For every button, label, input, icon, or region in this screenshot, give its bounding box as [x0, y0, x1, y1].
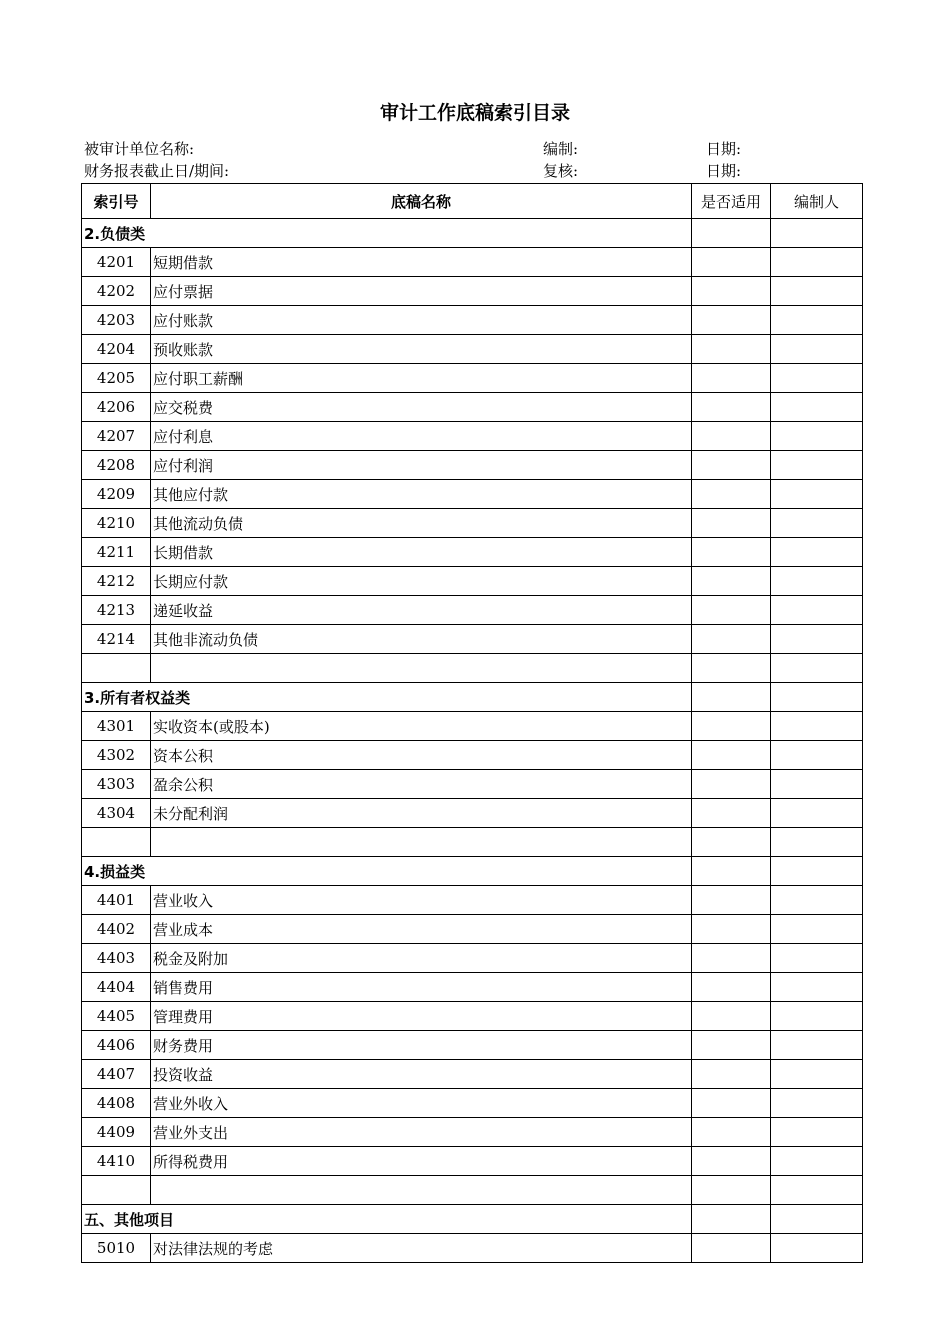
- applicable-cell[interactable]: [692, 1205, 771, 1234]
- preparer-cell[interactable]: [771, 1060, 863, 1089]
- workpaper-name: 营业收入: [151, 886, 692, 915]
- table-row: [82, 886, 863, 915]
- index-code: 4213: [82, 596, 151, 625]
- entity-label: 被审计单位名称:: [84, 140, 195, 158]
- applicable-cell[interactable]: [692, 828, 771, 857]
- applicable-cell[interactable]: [692, 1234, 771, 1263]
- workpaper-name: 应交税费: [151, 393, 692, 422]
- workpaper-name: 应付票据: [151, 277, 692, 306]
- workpaper-name: 其他非流动负债: [151, 625, 692, 654]
- workpaper-name: 长期应付款: [151, 567, 692, 596]
- table-row: [82, 1234, 863, 1263]
- table-row: [82, 306, 863, 335]
- applicable-cell[interactable]: [692, 741, 771, 770]
- applicable-cell[interactable]: [692, 306, 771, 335]
- applicable-cell[interactable]: [692, 1060, 771, 1089]
- table-row: [82, 915, 863, 944]
- applicable-cell[interactable]: [692, 480, 771, 509]
- preparer-cell[interactable]: [771, 393, 863, 422]
- reviewed-label: 复核:: [543, 162, 579, 180]
- workpaper-name: 应付利润: [151, 451, 692, 480]
- preparer-cell[interactable]: [771, 1118, 863, 1147]
- table-row: [82, 596, 863, 625]
- column-header-preparer: 编制人: [771, 184, 863, 219]
- table-row: [82, 770, 863, 799]
- preparer-cell[interactable]: [771, 335, 863, 364]
- index-code: 4302: [82, 741, 151, 770]
- index-code: 4208: [82, 451, 151, 480]
- table-row: [82, 567, 863, 596]
- blank-row: [82, 828, 863, 857]
- workpaper-name: 短期借款: [151, 248, 692, 277]
- table-row: [82, 741, 863, 770]
- index-code: 4406: [82, 1031, 151, 1060]
- applicable-cell[interactable]: [692, 567, 771, 596]
- index-code: 4201: [82, 248, 151, 277]
- applicable-cell[interactable]: [692, 712, 771, 741]
- preparer-cell[interactable]: [771, 1031, 863, 1060]
- applicable-cell[interactable]: [692, 451, 771, 480]
- applicable-cell[interactable]: [692, 1089, 771, 1118]
- preparer-cell[interactable]: [771, 480, 863, 509]
- preparer-cell[interactable]: [771, 1176, 863, 1205]
- preparer-cell[interactable]: [771, 915, 863, 944]
- table-row: [82, 1031, 863, 1060]
- workpaper-name: 未分配利润: [151, 799, 692, 828]
- preparer-cell[interactable]: [771, 1147, 863, 1176]
- section-title: 4.损益类: [82, 857, 151, 886]
- preparer-cell[interactable]: [771, 857, 863, 886]
- table-row: [82, 799, 863, 828]
- workpaper-name: 盈余公积: [151, 770, 692, 799]
- column-header-index: 索引号: [82, 184, 151, 219]
- applicable-cell[interactable]: [692, 625, 771, 654]
- workpaper-name: 投资收益: [151, 1060, 692, 1089]
- workpaper-name: 应付账款: [151, 306, 692, 335]
- blank-row: [82, 1176, 863, 1205]
- index-code: 4404: [82, 973, 151, 1002]
- workpaper-name: 应付利息: [151, 422, 692, 451]
- section-name-cell: [151, 1205, 692, 1234]
- preparer-cell[interactable]: [771, 219, 863, 248]
- index-code: 4405: [82, 1002, 151, 1031]
- applicable-cell[interactable]: [692, 915, 771, 944]
- blank-name-cell: [151, 1176, 692, 1205]
- applicable-cell[interactable]: [692, 770, 771, 799]
- table-row: [82, 509, 863, 538]
- applicable-cell[interactable]: [692, 393, 771, 422]
- preparer-cell[interactable]: [771, 770, 863, 799]
- table-row: [82, 277, 863, 306]
- column-header-name: 底稿名称: [151, 184, 692, 219]
- preparer-cell[interactable]: [771, 683, 863, 712]
- table-row: [82, 1089, 863, 1118]
- index-code: 4303: [82, 770, 151, 799]
- applicable-cell[interactable]: [692, 277, 771, 306]
- column-header-applicable: 是否适用: [692, 184, 771, 219]
- table-row: [82, 422, 863, 451]
- preparer-cell[interactable]: [771, 306, 863, 335]
- blank-name-cell: [151, 654, 692, 683]
- preparer-cell[interactable]: [771, 799, 863, 828]
- workpaper-name: 管理费用: [151, 1002, 692, 1031]
- table-row: [82, 451, 863, 480]
- table-row: [82, 364, 863, 393]
- table-row: [82, 625, 863, 654]
- workpaper-name: 财务费用: [151, 1031, 692, 1060]
- applicable-cell[interactable]: [692, 1176, 771, 1205]
- index-code: 4204: [82, 335, 151, 364]
- index-table: [81, 183, 863, 1263]
- workpaper-name: 营业外支出: [151, 1118, 692, 1147]
- preparer-cell[interactable]: [771, 625, 863, 654]
- applicable-cell[interactable]: [692, 538, 771, 567]
- index-code: 4210: [82, 509, 151, 538]
- table-row: [82, 973, 863, 1002]
- preparer-cell[interactable]: [771, 248, 863, 277]
- workpaper-name: 其他应付款: [151, 480, 692, 509]
- section-title: 2.负债类: [82, 219, 151, 248]
- index-code: 4206: [82, 393, 151, 422]
- workpaper-name: 营业外收入: [151, 1089, 692, 1118]
- workpaper-name: 资本公积: [151, 741, 692, 770]
- index-code: 4403: [82, 944, 151, 973]
- table-row: [82, 393, 863, 422]
- workpaper-name: 其他流动负债: [151, 509, 692, 538]
- section-row: [82, 683, 863, 712]
- workpaper-name: 应付职工薪酬: [151, 364, 692, 393]
- preparer-cell[interactable]: [771, 509, 863, 538]
- table-row: [82, 712, 863, 741]
- applicable-cell[interactable]: [692, 422, 771, 451]
- preparer-cell[interactable]: [771, 828, 863, 857]
- applicable-cell[interactable]: [692, 654, 771, 683]
- index-code: 4410: [82, 1147, 151, 1176]
- table-row: [82, 248, 863, 277]
- prepared-label: 编制:: [543, 140, 579, 158]
- applicable-cell[interactable]: [692, 1031, 771, 1060]
- applicable-cell[interactable]: [692, 509, 771, 538]
- preparer-cell[interactable]: [771, 567, 863, 596]
- table-row: [82, 1147, 863, 1176]
- applicable-cell[interactable]: [692, 219, 771, 248]
- index-code: 4205: [82, 364, 151, 393]
- section-row: [82, 219, 863, 248]
- section-name-cell: [151, 857, 692, 886]
- blank-index-cell: [82, 828, 151, 857]
- period-label: 财务报表截止日/期间:: [84, 162, 230, 180]
- index-code: 4301: [82, 712, 151, 741]
- preparer-cell[interactable]: [771, 886, 863, 915]
- preparer-cell[interactable]: [771, 1002, 863, 1031]
- preparer-cell[interactable]: [771, 277, 863, 306]
- preparer-cell[interactable]: [771, 538, 863, 567]
- preparer-cell[interactable]: [771, 654, 863, 683]
- table-row: [82, 944, 863, 973]
- applicable-cell[interactable]: [692, 596, 771, 625]
- index-code: 4401: [82, 886, 151, 915]
- section-row: [82, 857, 863, 886]
- index-code: 4207: [82, 422, 151, 451]
- preparer-cell[interactable]: [771, 451, 863, 480]
- applicable-cell[interactable]: [692, 944, 771, 973]
- workpaper-name: 税金及附加: [151, 944, 692, 973]
- workpaper-name: 营业成本: [151, 915, 692, 944]
- index-code: 4304: [82, 799, 151, 828]
- preparer-cell[interactable]: [771, 364, 863, 393]
- table-row: [82, 1060, 863, 1089]
- index-code: 4203: [82, 306, 151, 335]
- applicable-cell[interactable]: [692, 857, 771, 886]
- workpaper-name: 递延收益: [151, 596, 692, 625]
- applicable-cell[interactable]: [692, 973, 771, 1002]
- workpaper-name: 长期借款: [151, 538, 692, 567]
- index-code: 4211: [82, 538, 151, 567]
- index-code: 5010: [82, 1234, 151, 1263]
- applicable-cell[interactable]: [692, 335, 771, 364]
- blank-index-cell: [82, 1176, 151, 1205]
- applicable-cell[interactable]: [692, 248, 771, 277]
- date-label-prepared: 日期:: [706, 140, 742, 158]
- table-row: [82, 1002, 863, 1031]
- preparer-cell[interactable]: [771, 596, 863, 625]
- preparer-cell[interactable]: [771, 712, 863, 741]
- table-row: [82, 480, 863, 509]
- workpaper-name: 所得税费用: [151, 1147, 692, 1176]
- applicable-cell[interactable]: [692, 886, 771, 915]
- preparer-cell[interactable]: [771, 973, 863, 1002]
- table-header-row: [82, 184, 863, 219]
- index-code: 4402: [82, 915, 151, 944]
- workpaper-name: 预收账款: [151, 335, 692, 364]
- applicable-cell[interactable]: [692, 364, 771, 393]
- workpaper-name: 销售费用: [151, 973, 692, 1002]
- date-label-reviewed: 日期:: [706, 162, 742, 180]
- page-title: 审计工作底稿索引目录: [379, 102, 570, 124]
- index-code: 4202: [82, 277, 151, 306]
- applicable-cell[interactable]: [692, 799, 771, 828]
- index-code: 4212: [82, 567, 151, 596]
- applicable-cell[interactable]: [692, 1147, 771, 1176]
- section-title: 3.所有者权益类: [82, 683, 151, 712]
- applicable-cell[interactable]: [692, 1002, 771, 1031]
- workpaper-name: 实收资本(或股本): [151, 712, 692, 741]
- preparer-cell[interactable]: [771, 1089, 863, 1118]
- preparer-cell[interactable]: [771, 741, 863, 770]
- preparer-cell[interactable]: [771, 944, 863, 973]
- blank-row: [82, 654, 863, 683]
- blank-name-cell: [151, 828, 692, 857]
- section-name-cell: [151, 683, 692, 712]
- section-row: [82, 1205, 863, 1234]
- preparer-cell[interactable]: [771, 422, 863, 451]
- index-code: 4407: [82, 1060, 151, 1089]
- table-row: [82, 538, 863, 567]
- index-code: 4408: [82, 1089, 151, 1118]
- table-row: [82, 335, 863, 364]
- index-code: 4209: [82, 480, 151, 509]
- table-row: [82, 1118, 863, 1147]
- index-code: 4409: [82, 1118, 151, 1147]
- workpaper-name: 对法律法规的考虑: [151, 1234, 692, 1263]
- index-code: 4214: [82, 625, 151, 654]
- preparer-cell[interactable]: [771, 1234, 863, 1263]
- preparer-cell[interactable]: [771, 1205, 863, 1234]
- applicable-cell[interactable]: [692, 1118, 771, 1147]
- blank-index-cell: [82, 654, 151, 683]
- section-name-cell: [151, 219, 692, 248]
- applicable-cell[interactable]: [692, 683, 771, 712]
- section-title: 五、其他项目: [82, 1205, 151, 1234]
